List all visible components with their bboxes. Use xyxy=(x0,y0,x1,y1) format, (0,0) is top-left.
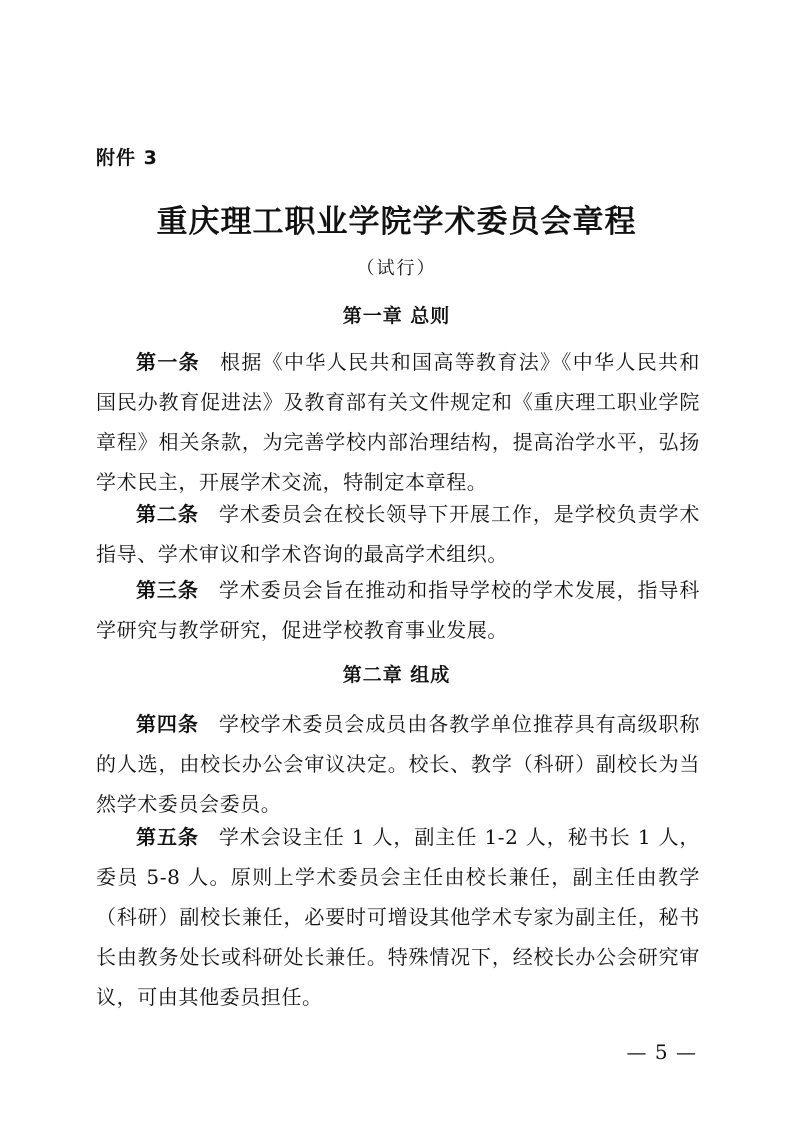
article-2 xyxy=(96,494,700,574)
article-text: 根据《中华人民共和国高等教育法》《中华人民共和国民办教育促进法》及教育部有关文件规定和《重庆理工职业学院章程》相关条款，为完善学校内部治理结构，提高治学水平，弘扬学术民主，开展学术交流，特制定本章程。 xyxy=(96,350,700,494)
article-text: 学校学术委员会成员由各教学单位推荐具有高级职称的人选，由校长办公会审议决定。校长、教学（科研）副校长为当然学术委员会委员。 xyxy=(96,712,700,816)
attachment-label: 附件 3 xyxy=(96,147,158,169)
article-3 xyxy=(96,570,700,650)
chapter-heading-1: 第一章 总则 xyxy=(342,305,451,327)
article-text: 学术会设主任 1 人，副主任 1-2 人，秘书长 1 人，委员 5-8 人。原则上学术委员会主任由校长兼任，副主任由教学（科研）副校长兼任，必要时可增设其他学术专家为副主任，秘书长由教务处长或科研处长兼任。特殊情况下，经校长办公会研究审议，可由其他委员担任。 xyxy=(96,825,700,1009)
chapter-heading-2: 第二章 组成 xyxy=(342,664,451,686)
article-5 xyxy=(96,817,700,1017)
document-subtitle: （试行） xyxy=(356,258,437,279)
article-text: 学术委员会旨在推动和指导学校的学术发展，指导科学研究与教学研究，促进学校教育事业发展。 xyxy=(96,578,700,642)
article-1 xyxy=(96,342,700,502)
article-label: 第一条 xyxy=(136,350,201,374)
article-label: 第三条 xyxy=(136,578,199,602)
page-number: — 5 — xyxy=(626,1040,697,1064)
article-4 xyxy=(96,704,700,824)
document-title: 重庆理工职业学院学术委员会章程 xyxy=(156,204,637,240)
article-label: 第四条 xyxy=(136,712,199,736)
article-label: 第五条 xyxy=(136,825,199,849)
article-text: 学术委员会在校长领导下开展工作，是学校负责学术指导、学术审议和学术咨询的最高学术组织。 xyxy=(96,502,700,566)
article-label: 第二条 xyxy=(136,502,199,526)
